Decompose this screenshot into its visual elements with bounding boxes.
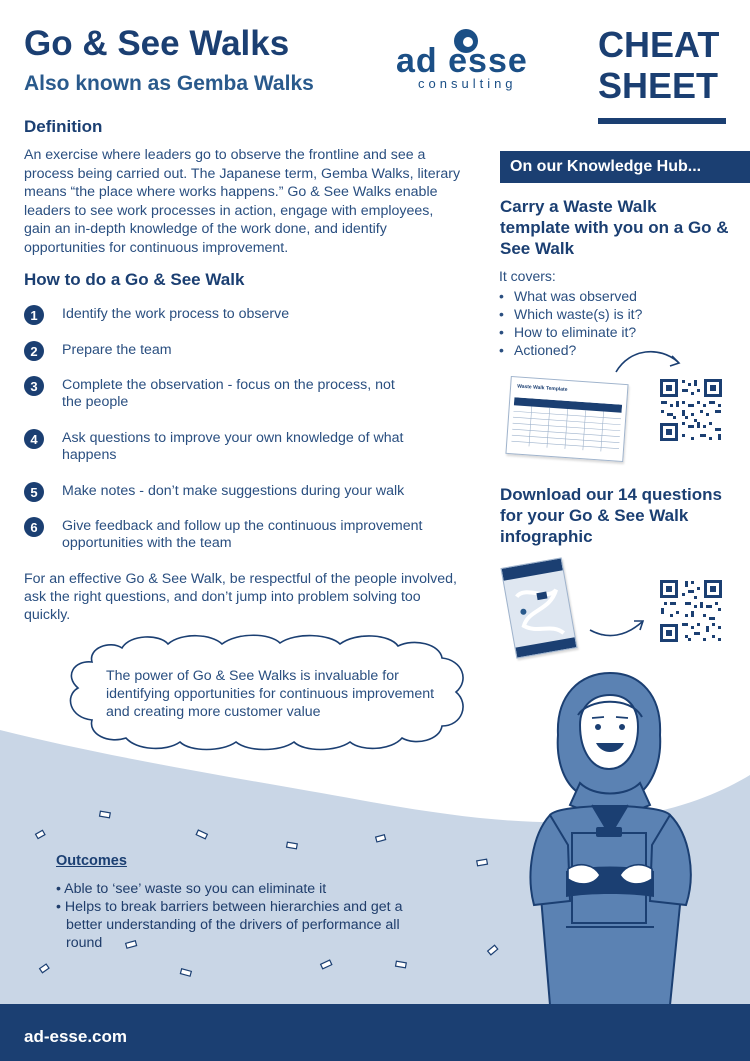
qr-code-infographic[interactable] (658, 578, 724, 644)
step-number: 3 (24, 376, 44, 396)
step-text: Prepare the team (62, 342, 172, 358)
effective-walk-note: For an effective Go & See Walk, be respectful of the people involved, ask the right questions, and don’t jump into problem solving too quickly. (24, 571, 457, 623)
arrow-to-qr-2 (590, 622, 642, 636)
logo-wordmark: ad esse (396, 42, 528, 80)
step-number: 5 (24, 482, 44, 502)
step-text: Complete the observation - focus on the process, not the people (62, 377, 395, 410)
footer-website-link[interactable]: ad-esse.com (24, 1027, 127, 1046)
step-text: Give feedback and follow up the continuous improvement opportunities with the team (62, 518, 423, 551)
step-item (24, 430, 424, 464)
template-grid (511, 397, 622, 454)
knowledge-hub-banner: On our Knowledge Hub... (500, 151, 750, 183)
definition-heading: Definition (24, 117, 103, 136)
page-subtitle: Also known as Gemba Walks (24, 72, 314, 95)
cheat-underline (598, 118, 726, 124)
confetti-piece (396, 961, 407, 968)
cheat-line-1: CHEAT (598, 24, 720, 65)
step-number: 4 (24, 429, 44, 449)
covers-label: It covers: (499, 268, 556, 284)
logo-tagline: consulting (418, 76, 517, 91)
definition-body: An exercise where leaders go to observe the frontline and see a process being carried out. The Japanese term, Gemba Walks, literary means “the place where works happens.” Go & See Walks enable leaders to see work processes in action, engage with employees, gain an in-depth knowledge of the work done, and identify opportunities for continuous improvement. (24, 147, 461, 256)
how-to-heading: How to do a Go & See Walk (24, 270, 245, 289)
outcomes-heading: Outcomes (56, 853, 127, 869)
step-item (24, 518, 484, 552)
step-item (24, 342, 484, 361)
confetti-piece (287, 842, 298, 849)
qr-code-template[interactable] (658, 377, 724, 443)
step-item (24, 306, 484, 325)
step-number: 6 (24, 517, 44, 537)
step-number: 1 (24, 305, 44, 325)
cheat-sheet-label (598, 24, 719, 107)
confetti-piece (100, 811, 111, 818)
list-item: • How to eliminate it? (499, 323, 642, 341)
confetti-piece (477, 859, 488, 866)
cheat-line-2: SHEET (598, 65, 719, 107)
step-text: Ask questions to improve your own knowledge of what happens (62, 430, 404, 463)
outcomes-list (56, 880, 416, 952)
waste-walk-template-thumbnail[interactable] (505, 376, 628, 462)
list-item: • Helps to break barriers between hierarchies and get a better understanding of the drivers of performance all round (56, 898, 416, 952)
cloud-quote: The power of Go & See Walks is invaluable for identifying opportunities for continuous improvement and creating more customer value (106, 668, 435, 720)
list-item: • Able to ‘see’ waste so you can eliminate it (56, 880, 416, 898)
template-caption: Waste Walk Template (516, 383, 568, 393)
step-item (24, 483, 484, 502)
download-infographic-heading: Download our 14 questions for your Go & See Walk infographic (500, 485, 722, 546)
list-item: • Actioned? (499, 341, 642, 359)
page-title: Go & See Walks (24, 24, 290, 63)
list-item: • Which waste(s) is it? (499, 305, 642, 323)
step-text: Identify the work process to observe (62, 306, 290, 322)
covers-list (499, 287, 642, 359)
step-number: 2 (24, 341, 44, 361)
list-item: • What was observed (499, 287, 642, 305)
step-item (24, 377, 404, 411)
step-text: Make notes - don’t make suggestions during your walk (62, 483, 405, 499)
carry-template-heading: Carry a Waste Walk template with you on a Go & See Walk (500, 197, 729, 258)
person-with-clipboard-illustration (510, 665, 710, 1005)
